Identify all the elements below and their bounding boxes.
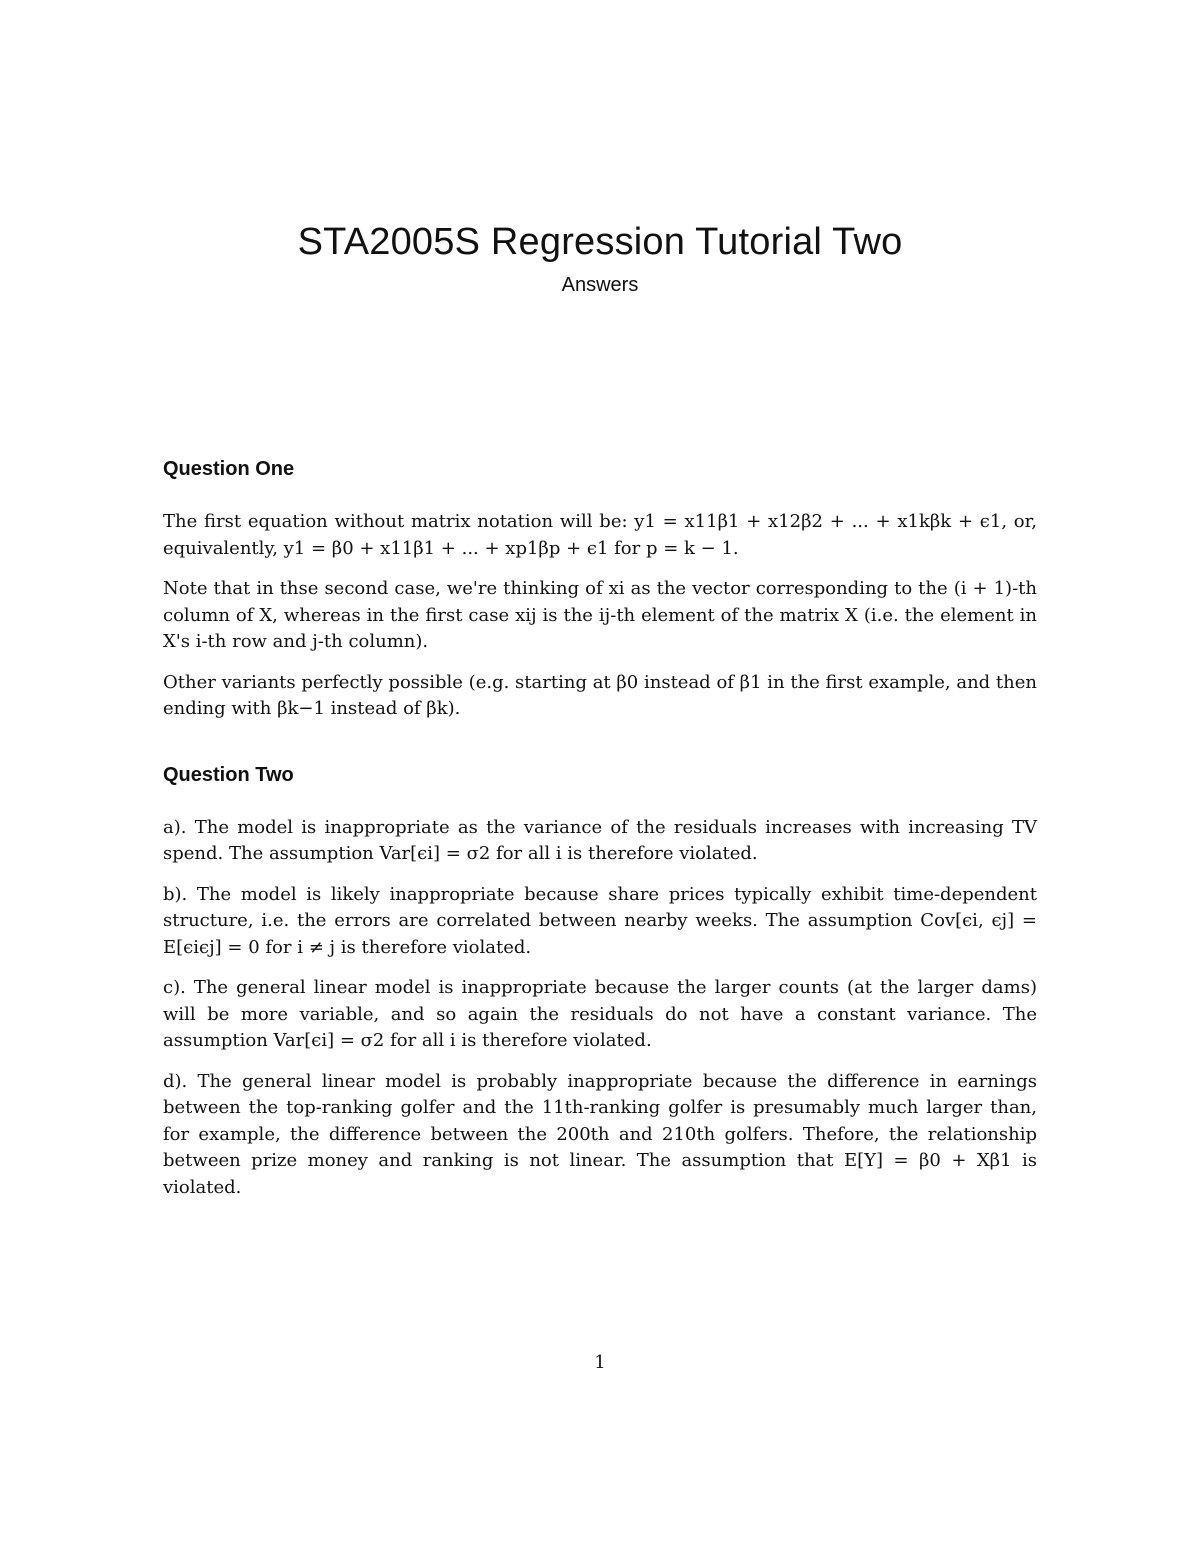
document-title: STA2005S Regression Tutorial Two — [297, 221, 903, 263]
page-number: 1 — [594, 1352, 606, 1373]
section-heading: Question One — [163, 458, 295, 480]
paragraph: c). The general linear model is inappropriate because the larger counts (at the larger dams) will be more variable, and so again the residuals do not have a constant variance. The assumption Var[ϵi] = σ2 for all i is therefore violated. — [163, 977, 1037, 1051]
paragraph: Note that in thse second case, we're thinking of xi as the vector corresponding to the (i + 1)-th column of X, whereas in the first case xij is the ij-th element of the matrix X (i.e. the element in X's i-th row and j-th column). — [163, 578, 1037, 652]
section-question-two — [163, 761, 1037, 1202]
section-heading: Question Two — [163, 763, 294, 786]
section-question-one — [163, 455, 1037, 723]
paragraph: a). The model is inappropriate as the variance of the residuals increases with increasing TV spend. The assumption Var[ϵi] = σ2 for all i is therefore violated. — [163, 816, 1037, 864]
paragraph: The first equation without matrix notation will be: y1 = x11β1 + x12β2 + ... + x1kβk + ϵ1, or, equivalently, y1 = β0 + x11β1 + ... + xp1βp + ϵ1 for p = k − 1. — [163, 511, 1037, 559]
paragraph: d). The general linear model is probably inappropriate because the difference in earnings between the top-ranking golfer and the 11th-ranking golfer is presumably much larger than, for example, the difference between the 200th and 210th golfers. Thefore, the relationship between prize money and ranking is not linear. The assumption that E[Y] = β0 + Xβ1 is violated. — [163, 1070, 1037, 1198]
paragraph: Other variants perfectly possible (e.g. starting at β0 instead of β1 in the first example, and then ending with βk−1 instead of βk). — [163, 671, 1037, 719]
document-body — [163, 455, 1037, 1215]
document-subtitle: Answers — [561, 274, 639, 296]
paragraph: b). The model is likely inappropriate because share prices typically exhibit time-dependent structure, i.e. the errors are correlated between nearby weeks. The assumption Cov[ϵi, ϵj] = E[ϵiϵj] = 0 for i ≠ j is therefore violated. — [163, 883, 1037, 958]
